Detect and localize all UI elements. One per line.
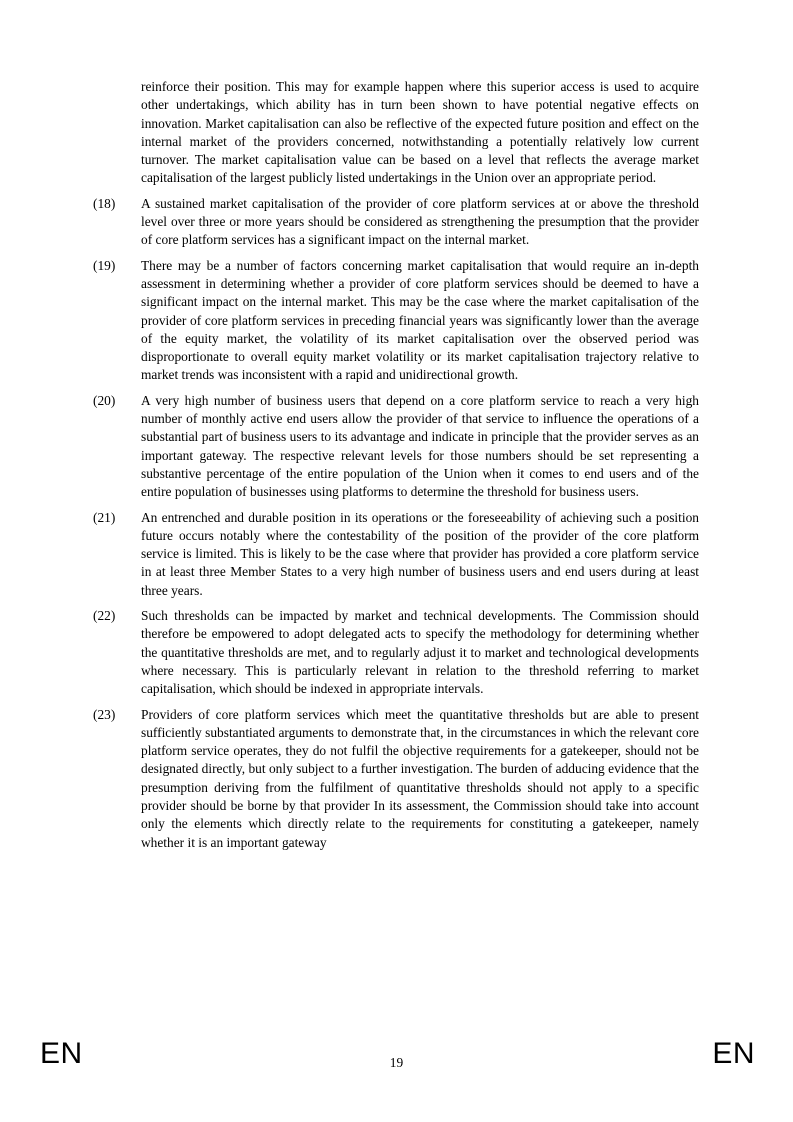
continuation-paragraph: reinforce their position. This may for example happen where this superior access is used to acquire other undertakings, which ability has in turn been shown to have potential negative effects on innovation. Market capitalisation can also be reflective of the expected future position and effect on the internal market of the providers concerned, notwithstanding a potentially relatively low current turnover. The market capitalisation value can be based on a level that reflects the average market capitalisation of the largest publicly listed undertakings in the Union over an appropriate period. [141, 79, 699, 186]
recital-23 [93, 706, 699, 852]
document-body [93, 78, 699, 859]
recital-text: Providers of core platform services which meet the quantitative thresholds but are able to present sufficiently substantiated arguments to demonstrate that, in the circumstances in which the relevant core platform service operates, they do not fulfil the objective requirements for a gatekeeper, should not be designated directly, but only subject to a further investigation. The burden of adducing evidence that the presumption deriving from the fulfilment of quantitative thresholds should not apply to a specific provider should be borne by that provider In its assessment, the Commission should take into account only the elements which directly relate to the requirements for constituting a gatekeeper, namely whether it is an important gateway [141, 706, 699, 850]
recital-text: A sustained market capitalisation of the provider of core platform services at or above the threshold level over three or more years should be considered as strengthening the presumption that the provider of core platform services has a significant impact on the internal market. [141, 195, 699, 248]
recital-number: (22) [93, 608, 116, 624]
recital-22 [93, 607, 699, 698]
recital-number: (21) [93, 509, 116, 525]
recital-text: An entrenched and durable position in its operations or the foreseeability of achieving such a position future occurs notably where the contestability of the position of the provider of the core platform service is limited. This is likely to be the case where that provider has provided a core platform service in at least three Member States to a very high number of business users and end users during at least three years. [141, 509, 699, 598]
recital-text: There may be a number of factors concerning market capitalisation that would require an in-depth assessment in determining whether a provider of core platform services should be deemed to have a significant impact on the internal market. This may be the case where the market capitalisation of the provider of core platform services in preceding financial years was significantly lower than the average of the equity market, the volatility of its market capitalisation over the observed period was disproportionate to overall equity market volatility or its market capitalisation trajectory relative to market trends was inconsistent with a rapid and unidirectional growth. [141, 257, 699, 383]
recital-number: (23) [93, 706, 116, 722]
recital-number: (18) [93, 195, 116, 211]
recital-21 [93, 509, 699, 600]
recital-text: A very high number of business users that depend on a core platform service to reach a very high number of monthly active end users allow the provider of that service to influence the operations of a substantial part of business users to its advantage and indicate in principle that the provider serves as an important gateway. The respective relevant levels for those numbers should be set representing a substantive percentage of the entire population of the Union when it comes to end users and of the entire population of businesses using platforms to determine the threshold for business users. [141, 392, 699, 500]
recital-18 [93, 195, 699, 250]
page-number: 19 [389, 1055, 404, 1070]
recital-number: (19) [93, 257, 116, 273]
recital-20 [93, 392, 699, 502]
recital-number: (20) [93, 392, 116, 408]
recital-text: Such thresholds can be impacted by market and technical developments. The Commission should therefore be empowered to adopt delegated acts to specify the methodology for determining whether the quantitative thresholds are met, and to regularly adjust it to market and technological developments where necessary. This is particularly relevant in relation to the threshold referring to market capitalisation, which should be indexed in appropriate intervals. [141, 608, 699, 697]
recital-19 [93, 257, 699, 385]
footer-language-right: EN [712, 1037, 755, 1070]
footer-language-left: EN [40, 1037, 83, 1070]
